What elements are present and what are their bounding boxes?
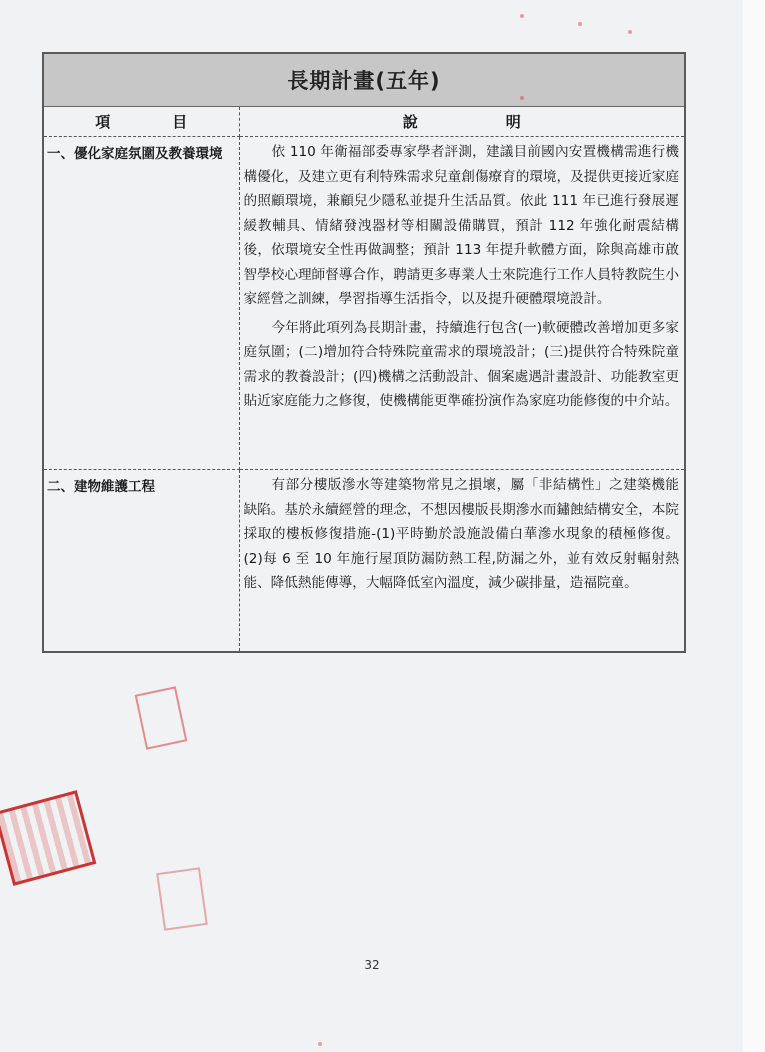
header-description — [239, 107, 685, 137]
ink-speck — [578, 22, 582, 26]
row-item-label: 一、優化家庭氛圍及教養環境 — [43, 137, 239, 470]
long-term-plan-table — [42, 52, 686, 653]
ink-speck — [520, 14, 524, 18]
ink-speck — [628, 30, 632, 34]
description-paragraph: 有部分樓版滲水等建築物常見之損壞，屬「非結構性」之建築機能缺陷。基於永續經營的理念，不想因樓版長期滲水而鏽蝕結構安全，本院採取的樓板修復措施-(1)平時勤於設施設備白華滲水現象的積極修復。(2)每 6 至 10 年施行屋頂防漏防熱工程,防漏之外，並有效反射輻射熱能、降低熱能傳導，大幅降低室內溫度，減少碳排量，造福院童。 — [243, 477, 680, 591]
header-desc-char-1: 說 — [402, 113, 418, 131]
table-row — [43, 470, 685, 653]
header-item-char-1: 項 — [95, 113, 111, 131]
scan-edge — [743, 0, 765, 1052]
row-item-label: 二、建物維護工程 — [43, 470, 239, 653]
red-seal-stamp — [156, 867, 208, 931]
row-description — [239, 137, 685, 470]
ink-speck — [318, 1042, 322, 1046]
description-paragraph: 今年將此項列為長期計畫，持續進行包含(一)軟硬體改善增加更多家庭氛圍；(二)增加符合特殊院童需求的環境設計；(三)提供符合特殊院童需求的教養設計；(四)機構之活動設計、個案處遇計畫設計、功能教室更貼近家庭能力之修復，使機構能更準確扮演作為家庭功能修復的中介站。 — [243, 319, 680, 409]
red-seal-stamp — [135, 686, 188, 750]
table-title: 長期計畫(五年) — [43, 53, 685, 107]
description-paragraph: 依 110 年衛福部委專家學者評測，建議目前國內安置機構需進行機構優化，及建立更有利特殊需求兒童創傷療育的環境，及提供更接近家庭的照顧環境，兼顧兒少隱私並提升生活品質。依此 111 年已進行發展遲緩教輔具、情緒發洩器材等相關設備購買，預計 112 年強化耐震結構後，依環境安全性再做調整；預計 113 年提升軟體方面，除與高雄市啟智學校心理師督導合作，聘請更多專業人士來院進行工作人員特教院生小家經營之訓練，學習指導生活指令，以及提升硬體環境設計。 — [243, 144, 680, 307]
red-seal-stamp — [0, 790, 96, 886]
header-item-char-2: 目 — [172, 113, 188, 131]
header-item — [43, 107, 239, 137]
ink-speck — [520, 96, 524, 100]
row-description — [239, 470, 685, 653]
page-number: 32 — [364, 958, 380, 972]
header-desc-char-2: 明 — [505, 113, 521, 131]
table-row — [43, 137, 685, 470]
